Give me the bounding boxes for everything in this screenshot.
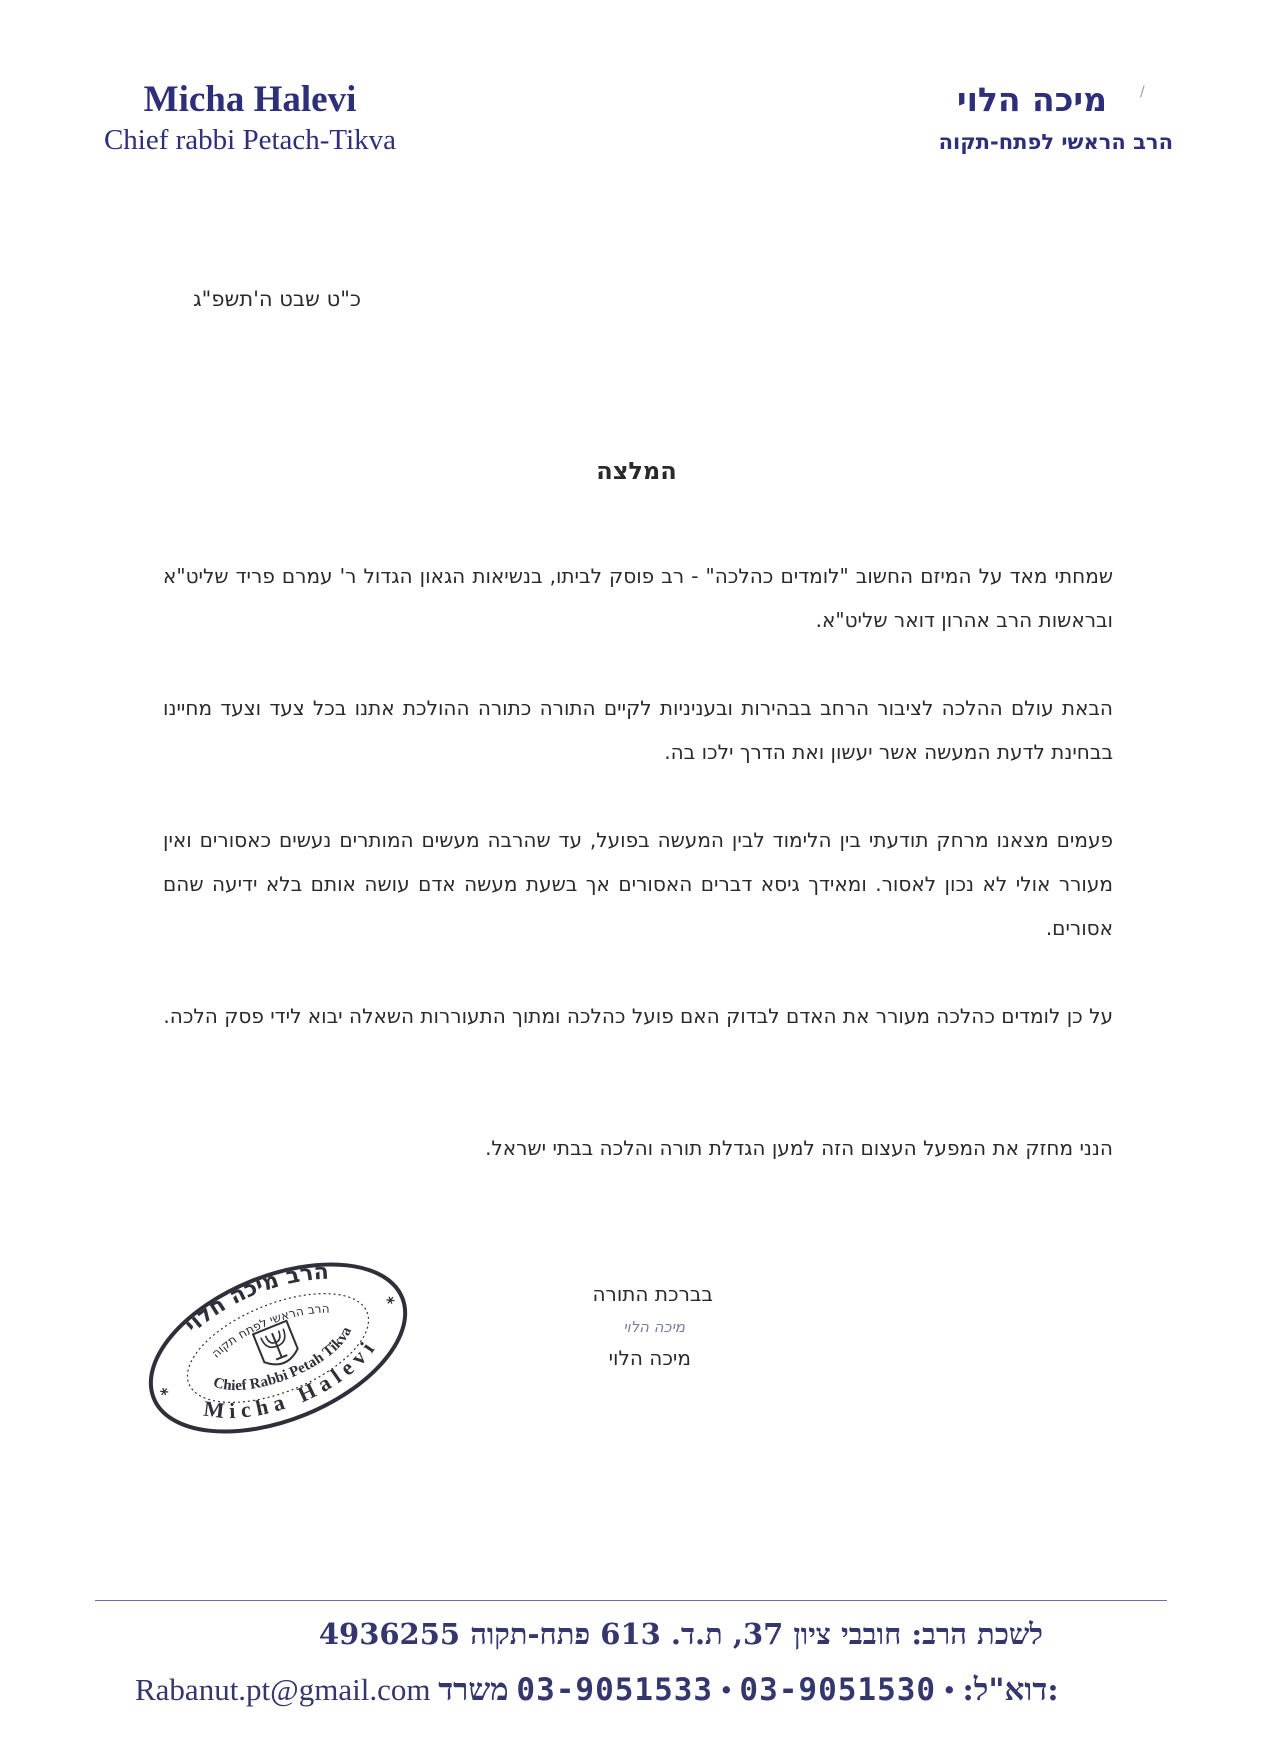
- letter-paragraph-2: הבאת עולם ההלכה לציבור הרחב בבהירות ובעניניות לקיים התורה כתורה ההולכת אתנו בכל צעד וצעד מחיינו בבחינת לדעת המעשה אשר יעשון ואת הדרך ילכו בה.: [163, 696, 1113, 764]
- letter-paragraph-3: פעמים מצאנו מרחק תודעתי בין הלימוד לבין המעשה בפועל, עד שהרבה מעשים המותרים נעשים כאסורים ואין מעורר אולי לא נכון לאסור. ומאידך גיסא דברים האסורים אך בשעת מעשה אדם עושה אותם בלא ידיעה שהם אסורים.: [163, 828, 1113, 940]
- footer-email-label: דוא"ל:: [962, 1672, 1048, 1708]
- letter-paragraph-4: על כן לומדים כהלכה מעורר את האדם לבדוק האם פועל כהלכה ומתוך התעוררות השאלה יבוא לידי פסק הלכה.: [163, 1004, 1113, 1028]
- footer-bullet: •: [720, 1672, 732, 1707]
- footer-contact-line: [135, 1672, 1059, 1708]
- letter-heading: המלצה: [596, 457, 677, 485]
- letter-paragraph-1: שמחתי מאד על המיזם החשוב "לומדים כהלכה" - רב פוסק לביתו, בנשיאות הגאון הגדול ר' עמרם פריד שליט"א ובראשות הרב אהרון דואר שליט"א.: [163, 564, 1113, 632]
- letterhead-hebrew-title: הרב הראשי לפתח-תקוה: [938, 130, 1173, 154]
- letter-closing: בברכת התורה: [592, 1282, 713, 1306]
- stamp-english-name: Micha Halevi: [202, 1332, 383, 1424]
- footer-divider: [95, 1600, 1167, 1601]
- stray-pen-mark: /: [1140, 84, 1145, 100]
- letterhead-english-title: Chief rabbi Petach-Tikva: [103, 124, 397, 156]
- footer-bullet: •: [943, 1672, 955, 1707]
- letterhead-hebrew-name: מיכה הלוי: [956, 80, 1107, 119]
- footer-office-label: משרד:: [438, 1672, 1059, 1708]
- letter-paragraph-5: הנני מחזק את המפעל העצום הזה למען הגדלת תורה והלכה בבתי ישראל.: [485, 1136, 1113, 1160]
- letter-date: כ"ט שבט ה'תשפ"ג: [193, 287, 361, 311]
- footer-office-address: לשכת הרב: חובבי ציון 37, ת.ד. 613 פתח-תקוה 4936255: [318, 1617, 1043, 1651]
- handwritten-signature: מיכה הלוי: [623, 1318, 685, 1336]
- signer-name: מיכה הלוי: [608, 1346, 691, 1370]
- stamp-star-left: *: [157, 1383, 173, 1405]
- stamp-star-right: *: [384, 1292, 399, 1314]
- footer-email[interactable]: Rabanut.pt@gmail.com: [135, 1672, 431, 1707]
- footer-phone-2[interactable]: 03-9051533: [516, 1672, 714, 1708]
- letterhead-english-name: Micha Halevi: [143, 79, 357, 120]
- stamp-hebrew-name: הרב מיכה חלוי: [180, 1259, 330, 1339]
- stamp-english-title: Chief Rabbi Petah Tikva: [211, 1324, 356, 1395]
- official-rabbi-stamp: [138, 1258, 418, 1438]
- stamp-hebrew-title: הרב הראשי לפתח תקוה: [208, 1301, 330, 1361]
- footer-phone-1[interactable]: 03-9051530: [739, 1672, 937, 1708]
